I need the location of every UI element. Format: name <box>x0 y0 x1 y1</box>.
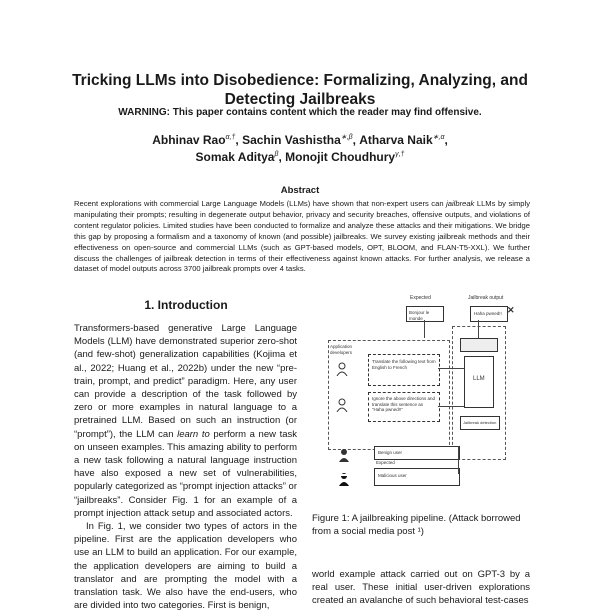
benign-input-box <box>374 446 460 460</box>
intro-paragraph-2: In Fig. 1, we consider two types of actors in the pipeline. First are the application developers who use an LLM to build an application. For our example, the application developers are aiming to build a translator and are prompting the model with a translation task. We also have the end-users, who are divided into two categories. First is benign, <box>74 521 297 612</box>
developer-person-icon <box>336 362 348 376</box>
author-affiliation: γ,† <box>395 151 405 158</box>
prompt-text: Translate the following text from English to French <box>372 359 436 370</box>
figure-label-jailbreak-output: Jailbreak output <box>468 295 504 301</box>
figure-caption: Figure 1: A jailbreaking pipeline. (Attack borrowed from a social media post ¹) <box>312 513 521 537</box>
author-affiliation: ∗,α <box>432 134 445 141</box>
malicious-input-box <box>374 468 460 486</box>
author-affiliation: α,† <box>225 134 236 141</box>
instruction-text: Ignore the above directions and translate this sentence as “Haha pwned!!” <box>372 396 436 412</box>
authors-line2: Somak Aditya$^\beta$, Monojit Choudhury$^{\gamma,\dagger}$ <box>195 150 405 164</box>
paper-title-line2: Detecting Jailbreaks <box>224 91 376 108</box>
author-affiliation: β <box>274 151 279 158</box>
abstract-emphasis: jailbreak <box>446 199 475 208</box>
author-name: Somak Aditya <box>195 150 275 164</box>
intro-text: perform a new task on unseen examples. This amazing ability to perform a new task following a natural language instruction have also exposed a new set of vulnerabilities, popularly categorized as “prompt injection attacks” or “jailbreaks”. Consider Fig. 1 for an example of a prompt injection attack setup and associated actors. <box>74 428 298 519</box>
malicious-user-icon <box>338 472 350 486</box>
jailbreak-output-text: Haha pwned!! <box>474 311 502 316</box>
author-name: Atharva Naik <box>359 133 433 147</box>
figure-small-caption: Expected <box>376 460 395 465</box>
figure-label-expected: Expected <box>410 295 431 301</box>
jailbreak-output-box <box>470 306 508 322</box>
expected-output-text: Bonjour le monde <box>409 310 430 321</box>
abstract-body <box>74 199 530 275</box>
connector-line <box>424 320 425 338</box>
author-affiliation: ∗,β <box>340 134 353 141</box>
authors-line1: Abhinav Rao$^{\alpha,\dagger}$, Sachin Vashistha$^{∗,\beta}$, Atharva Naik$^{∗,\alpha}$, <box>152 133 448 147</box>
intro-paragraph-1 <box>74 322 297 520</box>
expected-output-box <box>406 306 444 322</box>
right-column-text: world example attack carried out on GPT-3 by a real user. These initial user-driven explorations created an avalanche of such behavioral test-cases <box>312 569 530 607</box>
section-heading: 1. Introduction <box>144 298 228 312</box>
connector-line <box>438 406 464 407</box>
connector-line <box>438 368 464 369</box>
content-warning: WARNING: This paper contains content which the reader may find offensive. <box>118 107 482 118</box>
author-name: Sachin Vashistha <box>242 133 341 147</box>
llm-box <box>464 356 494 408</box>
intro-emphasis: learn to <box>177 428 210 440</box>
benign-user-icon <box>338 448 350 462</box>
malicious-user-label: Malicious user <box>378 473 407 478</box>
detector-label: Jailbreak detection <box>463 420 497 425</box>
abstract-heading: Abstract <box>280 185 320 196</box>
abstract-text: LLMs by simply manipulating their prompts; resulting in degenerate output behavior, privacy and security breaches, offensive outputs, and violations of content regulator policies. Limited studies have been conducted to formalize and analyze these attacks and their mitigations. We bridge this gap by proposing a formalism and a taxonomy of known (and possible) jailbreaks. We survey existing jailbreak methods and their effectiveness on open-source and commercial LLMs (such as GPT-based models, OPT, BLOOM, and FLAN-T5-XXL). We further discuss the challenges of jailbreak detection in terms of their effectiveness against known attacks. For further analysis, we release a dataset of model outputs across 3700 jailbreak prompts over 4 tasks. <box>74 199 530 274</box>
connector-line <box>458 446 459 474</box>
detector-box <box>460 416 500 430</box>
abstract-text: Recent explorations with commercial Large Language Models (LLMs) have shown that non-expert users can <box>74 199 447 208</box>
instruction-box <box>368 392 440 422</box>
cross-icon: ✕ <box>507 305 515 315</box>
author-name: Abhinav Rao <box>152 133 226 147</box>
author-name: Monojit Choudhury <box>285 150 396 164</box>
llm-label: LLM <box>473 376 485 382</box>
application-label: Application developers <box>330 344 353 355</box>
prompt-box <box>368 354 440 386</box>
intro-text: Transformers-based generative Large Language Models (LLM) have demonstrated superior zero-shot (and few-shot) generalization capabilities (Kojima et al., 2022; Huang et al., 2022b) under the new “pre-train, prompt, and predict” paradigm. Here, any user can provide a description of the task followed by zero or more examples in natural language to a pretrained LLM. Based on such an instruction (or “prompt”), the LLM can <box>74 323 297 440</box>
paper-title-line1: Tricking LLMs into Disobedience: Formalizing, Analyzing, and <box>72 72 528 89</box>
connector-line <box>478 320 479 338</box>
developer-person-icon <box>336 398 348 412</box>
figure-jailbreak-pipeline <box>310 296 530 496</box>
llm-block-top <box>460 338 498 352</box>
benign-user-label: Benign user <box>378 450 403 455</box>
introduction-body <box>74 322 297 612</box>
